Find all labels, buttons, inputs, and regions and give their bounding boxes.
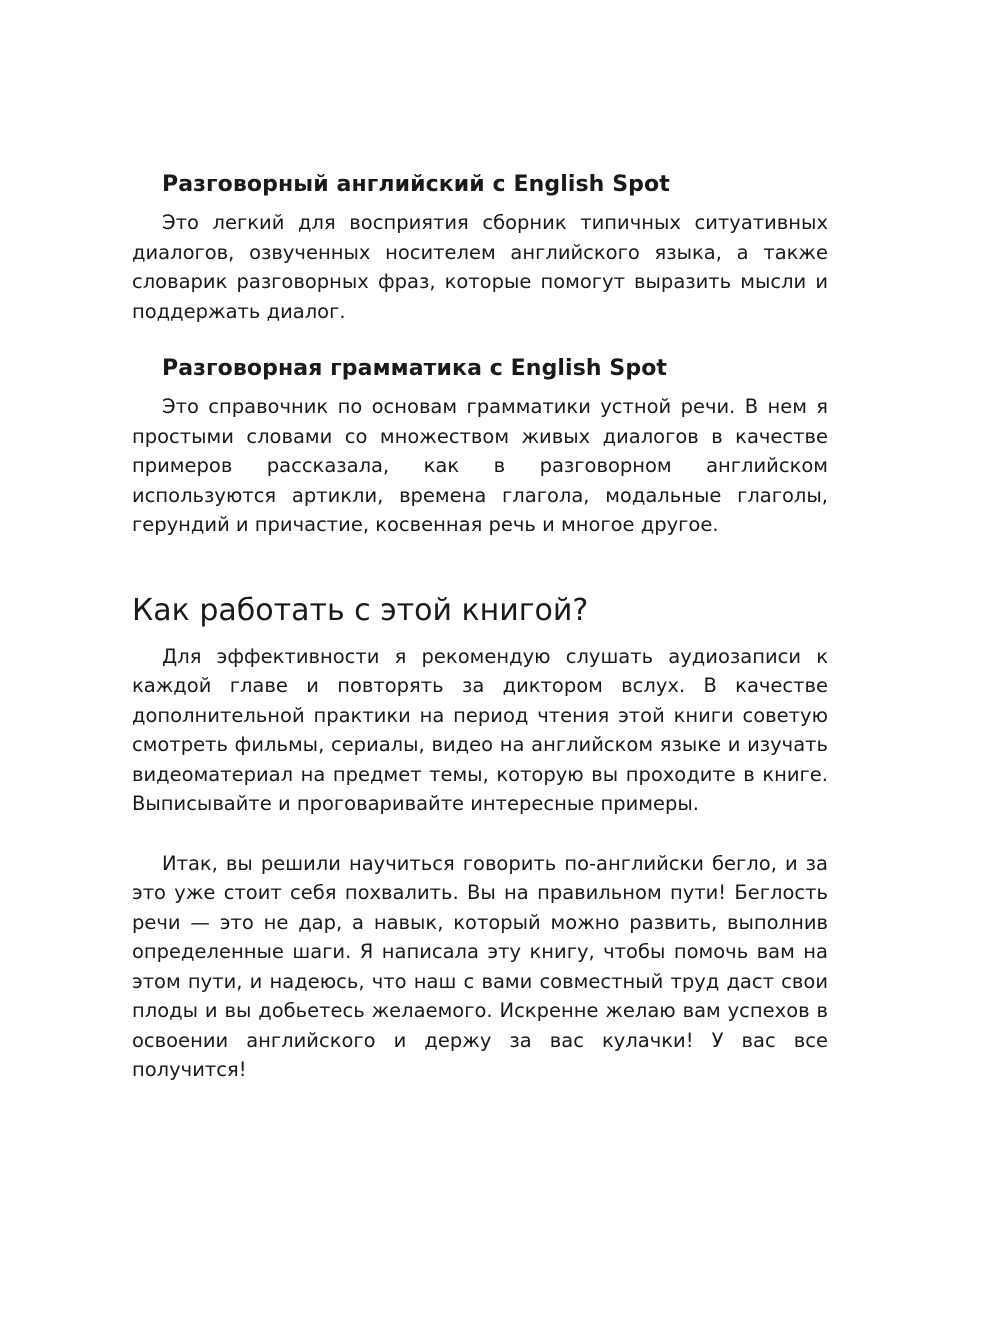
how-to-paragraph-2: Итак, вы решили научиться говорить по-английски бегло, и за это уже стоит себя похвалить. Вы на правильном пути! Беглость речи — это не дар, а навык, который можно развить, выполнив определенные шаги. Я написала эту книгу, чтобы помочь вам на этом пути, и надеюсь, что наш с вами совместный труд даст свои плоды и вы добьетесь желаемого. Искренне желаю вам успехов в освоении английского и держу за вас кулачки! У вас все получится! [132, 851, 828, 1081]
section-body-conversational-grammar: Это справочник по основам грамматики устной речи. В нем я простыми словами со множеством живых диалогов в качестве примеров рассказала, как в разговорном английском используются артикли, времена глагола, модальные глаголы, герундий и причастие, косвенная речь и многое другое. [132, 395, 828, 536]
how-to-heading: Как работать с этой книгой? [132, 592, 589, 628]
spacer [132, 819, 828, 849]
how-to-paragraph-1: Для эффективности я рекомендую слушать аудиозаписи к каждой главе и повторять за диктором вслух. В качестве дополнительной практики на период чтения этой книги советую смотреть фильмы, сериалы, видео на английском языке и изучать видеоматериал на предмет темы, которую вы проходите в книге. Выписывайте и проговаривайте интересные примеры. [132, 644, 828, 815]
spacer [132, 326, 828, 352]
section-heading-conversational-english: Разговорный английский с English Spot [162, 172, 670, 197]
section-heading-conversational-grammar: Разговорная грамматика с English Spot [162, 356, 668, 381]
section-body-conversational-english: Это легкий для восприятия сборник типичных ситуативных диалогов, озвученных носителем английского языка, а также словарик разговорных фраз, которые помогут выразить мысли и поддержать диалог. [132, 211, 828, 323]
page-content [132, 168, 828, 1085]
